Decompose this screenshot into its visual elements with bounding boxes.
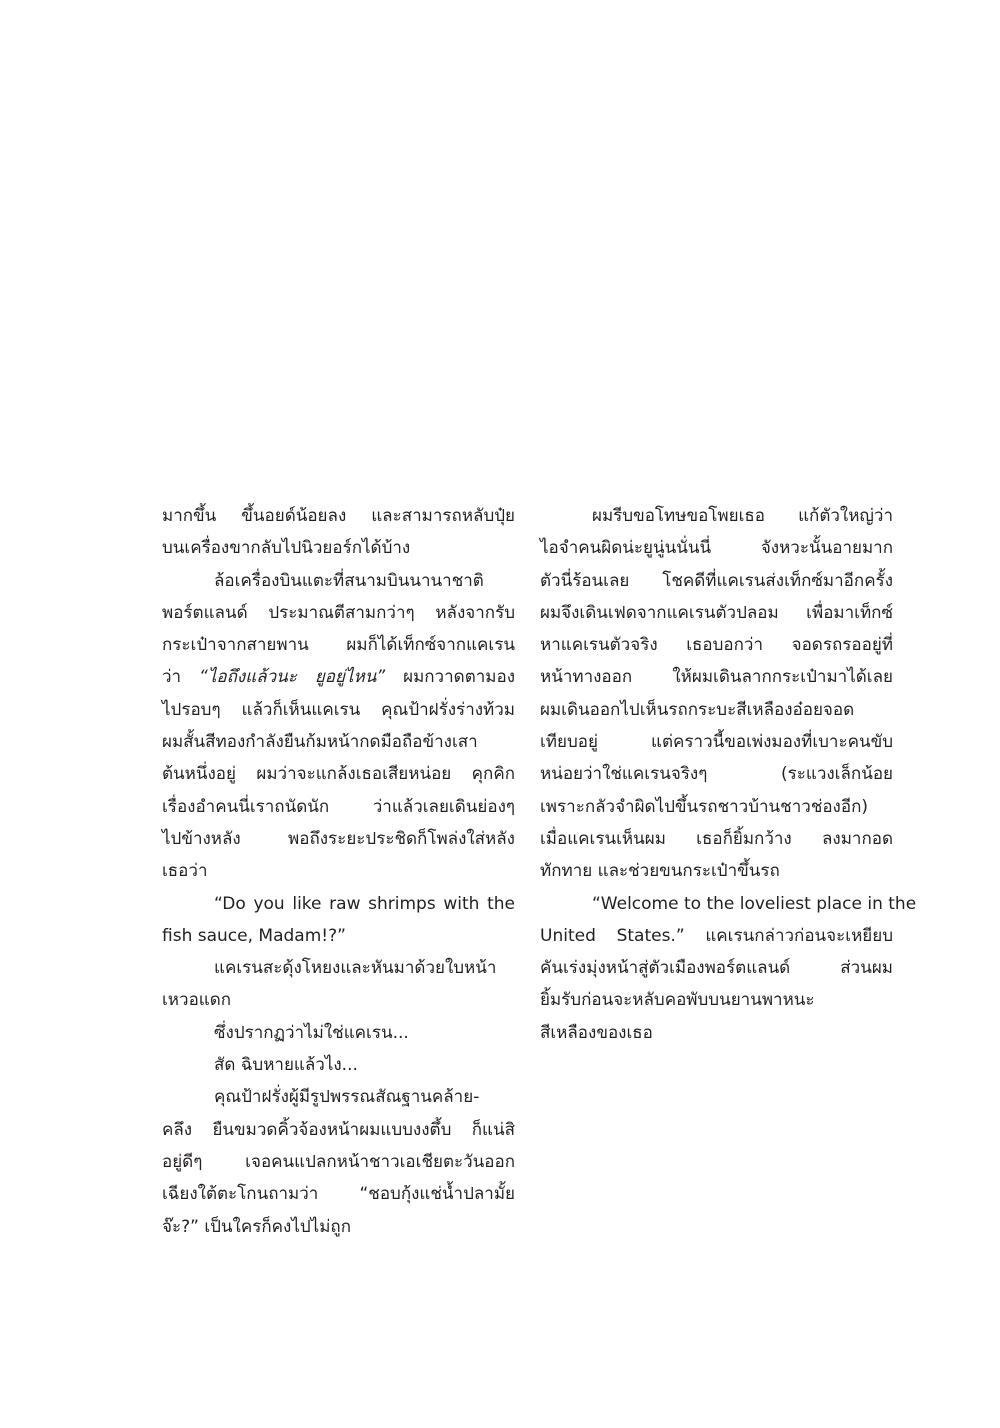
- text-line: fish sauce, Madam!?”: [162, 925, 346, 946]
- text-line: “Do you like raw shrimps with the: [214, 893, 515, 914]
- text-line: เมื่อแคเรนเห็นผม เธอก็ยิ้มกว้าง ลงมากอด: [540, 828, 893, 849]
- text-line: เธอว่า: [162, 861, 208, 882]
- text-line: หน่อยว่าใช่แคเรนจริงๆ (ระแวงเล็กน้อย: [540, 764, 893, 785]
- left-text-column: [162, 500, 515, 1243]
- text-line: ไปข้างหลัง พอถึงระยะประชิดก็โพล่งใส่หลัง: [162, 828, 515, 849]
- text-line: เหวอแดก: [162, 990, 232, 1011]
- text-line: พอร์ตแลนด์ ประมาณตีสามกว่าๆ หลังจากรับ: [162, 602, 515, 623]
- text-line: จ๊ะ?” เป็นใครก็คงไปไม่ถูก: [162, 1216, 352, 1237]
- text-line: แคเรนสะดุ้งโหยงและหันมาด้วยใบหน้า: [214, 958, 497, 979]
- text-line: ผมรีบขอโทษขอโพยเธอ แก้ตัวใหญ่ว่า: [592, 506, 893, 526]
- text-line: เทียบอยู่ แต่คราวนี้ขอเพ่งมองที่เบาะคนขับ: [540, 732, 893, 753]
- text-line: เรื่องอำคนนี่เราถนัดนัก ว่าแล้วเลยเดินย่องๆ: [162, 796, 515, 817]
- text-line: สีเหลืองของเธอ: [540, 1022, 653, 1043]
- italic-quote: “ไอถึงแล้วนะ ยูอยู่ไหน”: [199, 667, 386, 688]
- text-line: [162, 661, 515, 693]
- text-line: ล้อเครื่องบินแตะที่สนามบินนานาชาติ: [214, 570, 484, 591]
- text-line: เฉียงใต้ตะโกนถามว่า “ชอบกุ้งแช่น้ำปลามั้ย: [162, 1184, 515, 1205]
- text-line: ไอจำคนผิดน่ะยูนู่นนั่นนี่ จังหวะนั้นอายมาก: [540, 538, 893, 559]
- text-line: หน้าทางออก ให้ผมเดินลากกระเป๋ามาได้เลย: [540, 667, 893, 688]
- text-line: หาแคเรนตัวจริง เธอบอกว่า จอดรถรออยู่ที่: [540, 635, 893, 656]
- text-line: United States.” แคเรนกล่าวก่อนจะเหยียบ: [540, 925, 893, 946]
- text-line: ผมเดินออกไปเห็นรถกระบะสีเหลืองอ๋อยจอด: [540, 699, 855, 720]
- text-line: ผมสั้นสีทองกำลังยืนก้มหน้ากดมือถือข้างเสา: [162, 732, 478, 753]
- text-line: บนเครื่องขากลับไปนิวยอร์กได้บ้าง: [162, 538, 411, 559]
- text-line: ผมจึงเดินเฟดจากแคเรนตัวปลอม เพื่อมาเท็กซ์: [540, 602, 893, 623]
- text-line: กระเป๋าจากสายพาน ผมก็ได้เท็กซ์จากแคเรน: [162, 635, 515, 656]
- text-line: ทักทาย และช่วยขนกระเป๋าขึ้นรถ: [540, 861, 780, 882]
- text-line: คันเร่งมุ่งหน้าสู่ตัวเมืองพอร์ตแลนด์ ส่วนผม: [540, 958, 893, 979]
- text-line: คุณป้าฝรั่งผู้มีรูปพรรณสัณฐานคล้าย-: [214, 1087, 480, 1108]
- text-line: “Welcome to the loveliest place in the: [592, 893, 917, 914]
- text-line: มากขึ้น ขึ้นอยด์น้อยลง และสามารถหลับปุ๋ย: [162, 506, 515, 526]
- text-line: ตัวนี่ร้อนเลย โชคดีที่แคเรนส่งเท็กซ์มาอีกครั้ง: [540, 570, 893, 591]
- text-line: ต้นหนึ่งอยู่ ผมว่าจะแกล้งเธอเสียหน่อย คุกคิก: [162, 764, 515, 785]
- text-segment: ว่า: [162, 667, 200, 688]
- right-text-column: [540, 500, 917, 1049]
- text-line: ยิ้มรับก่อนจะหลับคอพับบนยานพาหนะ: [540, 990, 815, 1011]
- text-line: ไปรอบๆ แล้วก็เห็นแคเรน คุณป้าฝรั่งร่างท้วม: [162, 699, 515, 720]
- text-line: เพราะกลัวจำผิดไปขึ้นรถชาวบ้านชาวช่องอีก): [540, 796, 868, 817]
- text-line: สัด ฉิบหายแล้วไง...: [214, 1055, 358, 1076]
- text-line: ซึ่งปรากฏว่าไม่ใช่แคเรน...: [214, 1022, 409, 1043]
- text-line: คลึง ยืนขมวดคิ้วจ้องหน้าผมแบบงงตึ้บ ก็แน่สิ: [162, 1119, 515, 1140]
- text-line: อยู่ดีๆ เจอคนแปลกหน้าชาวเอเชียตะวันออก: [162, 1151, 515, 1172]
- text-segment: ผมกวาดตามอง: [385, 667, 515, 688]
